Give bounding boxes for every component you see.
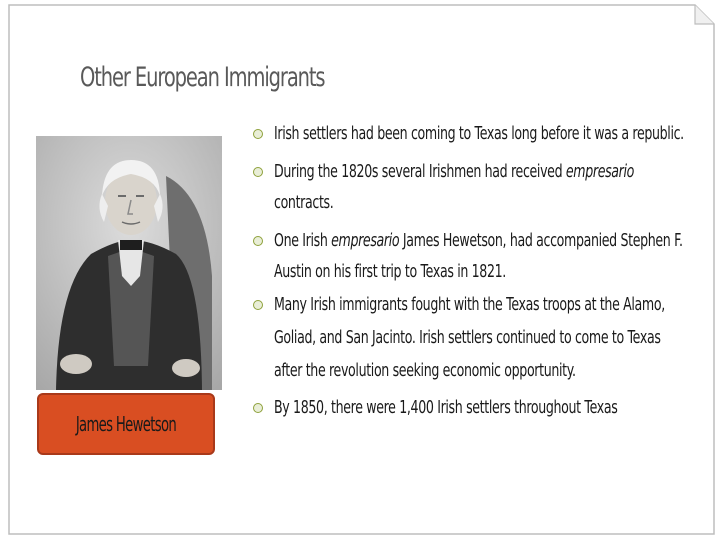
bullet-dot	[253, 300, 263, 310]
bullet-line: During the 1820s several Irishmen had received empresario	[274, 161, 635, 182]
bullet-line: Many Irish immigrants fought with the Texas troops at the Alamo,	[274, 294, 665, 315]
slide-title: Other European Immigrants	[80, 62, 325, 93]
bullet-line: Austin on his first trip to Texas in 1821.	[274, 261, 506, 282]
bullet-line: Irish settlers had been coming to Texas long before it was a republic.	[274, 123, 684, 144]
bullet-line: Goliad, and San Jacinto. Irish settlers continued to come to Texas	[274, 327, 661, 348]
bullet-line: By 1850, there were 1,400 Irish settlers throughout Texas	[274, 397, 618, 418]
bullet-line: after the revolution seeking economic opportunity.	[274, 360, 576, 381]
bullet-dot	[253, 236, 263, 246]
bullet-line: One Irish empresario James Hewetson, had accompanied Stephen F.	[274, 230, 683, 251]
bullet-dot	[253, 403, 263, 413]
bullet-line: contracts.	[274, 192, 334, 213]
bullet-dot	[253, 167, 263, 177]
bullet-dot	[253, 129, 263, 139]
portrait-caption: James Hewetson	[75, 412, 177, 436]
